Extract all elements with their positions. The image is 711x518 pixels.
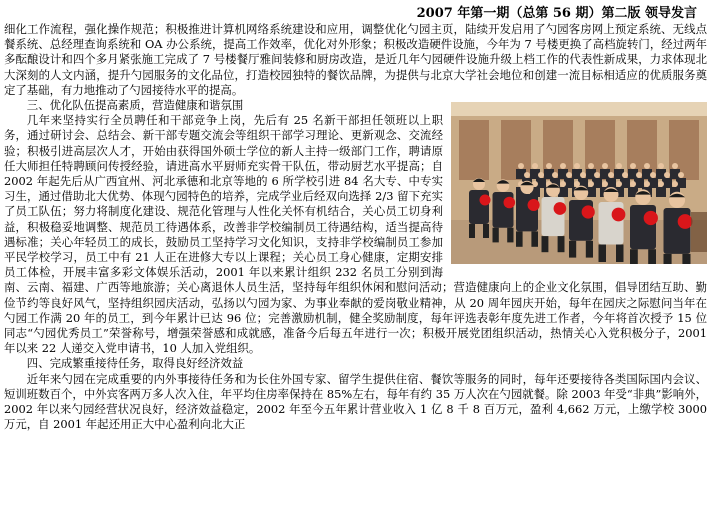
honoree-leg [682,254,690,264]
honoree-leg [483,224,489,238]
red-flower [504,197,516,209]
audience-head [602,181,608,187]
issue-header: 2007 年第一期（总第 56 期）第二版 领导发言 [416,6,697,21]
photo-ceiling [451,102,707,116]
audience-head [658,163,664,169]
audience-head [560,163,566,169]
red-flower [582,205,595,218]
audience-head [672,163,678,169]
audience-head [602,163,608,169]
audience-head [532,163,538,169]
honoree-leg [507,228,513,243]
audience-head [524,172,530,178]
honoree-leg [630,249,638,264]
red-flower [480,195,491,206]
ceremony-photo [451,102,707,264]
audience-head [574,163,580,169]
audience-head [644,181,650,187]
red-flower [644,211,658,225]
audience-head [616,163,622,169]
audience-head [644,163,650,169]
audience-head [566,172,572,178]
audience-head [630,163,636,169]
honoree-leg [569,241,576,258]
audience-head [560,181,566,187]
audience-head [594,172,600,178]
audience-head [588,181,594,187]
red-flower [612,208,626,222]
audience-head [616,181,622,187]
photo-chair [691,212,707,252]
paragraph-team: 几年来坚持实行全员聘任和干部竞争上岗，先后有 25 名新干部担任领班以上职务，通过研讨会、总结会、新干部专题交流会等组织干部学习理论、更新观念、交流经验；积极引进高层次人才，开始由获得国外硕士学位的新人主持一级部门工作，聘请原任大师担任特聘顾问传授经验，请进高水平厨师充实骨干队伍，带动厨艺水平提高；自 2002 年起先后从广西宜州、河北承德和北京等地的 6 所学校引进 84 名大专、中专实习生，通过借助北大优势、体现勺园特色的培养，完成学业后经双向选择 2/3 留下充实了员工队伍；努力将制度化建设、规范化管理与人性化关怀有机结合，关心员工切身利益，积极稳妥地调整、规范员工待遇体系，改善非学校编制员工待遇结构，适当提高待遇标准；关心年轻员工的成长，鼓励员工坚持学习文化知识，支持非学校编制员工参加平民学校学习，员工中有 21 人正在进修大专以上课程；关心员工身心健康，定期安排员工体检，开展丰富多彩文体娱乐活动，2001 年以来累计组织 232 名员工分别到海南、云南、福建、广西等地旅游；关心离退休人员生活，坚持每年组织休闲和慰问活动；营造健康向上的企业文化氛围，倡导团结互助、勤俭节约等良好风气，坚持组织园庆活动，弘扬以勺园为家、为事业奉献的爱岗敬业精神，从 20 周年园庆开始，每年在园庆之际慰问当年在勺园工作满 20 年的员工，到今年累计已达 96 位；完善激励机制，健全奖励制度，每年评选表彰年度先进工作者，今年将首次授予 15 位同志“勺园优秀员工”荣誉称号，增强荣誉感和成就感，准备今后每五年进行一次；积极开展党团组织活动，热情关心入党积极分子，2001 年以来 22 人递交入党申请书，10 人加入党组织。 [4,113,707,356]
honoree-leg [516,231,523,246]
audience-head [608,172,614,178]
article-body [4,22,707,432]
red-flower [528,199,540,211]
red-flower [678,214,693,229]
honoree-leg [586,241,593,258]
audience-head [672,181,678,187]
honoree-leg [599,245,607,263]
audience-head [650,172,656,178]
audience-head [622,172,628,178]
section-heading-4: 四、完成繁重接待任务，取得良好经济效益 [26,356,244,371]
honoree-leg [531,231,538,246]
honoree-leg [664,254,672,264]
audience-head [630,181,636,187]
audience-head [664,172,670,178]
audience-head [588,163,594,169]
audience-head [538,172,544,178]
paragraph-business: 近年来勺园在完成重要的内外事接待任务和为长住外国专家、留学生提供住宿、餐饮等服务的同时，每年还要接待各类国际国内会议、短训班数百个，中外宾客两万多人次入住，年平均住房率保持在 85%左右，每年有约 35 万人次在勺园就餐。除 2003 年受“非典”影响外，2002 年以来勺园经营状况良好，经济效益稳定，2002 年至今五年累计营业收入 1 亿 8 千 8 百万元，盈利 4,662 万元，上缴学校 3000 万元，自 2001 年起还用正大中心盈利向北大正 [4,371,707,432]
honoree-leg [558,236,565,252]
photo-curtain [459,120,489,180]
section-heading-3: 三、优化队伍提高素质，营造健康和谐氛围 [26,98,244,113]
audience-head [636,172,642,178]
paragraph-intro: 细化工作流程，强化操作规范；积极推进计算机网络系统建设和应用，调整优化勺园主页，陆续开发启用了勺园客房网上预定系统、无线点餐系统、总经理查询系统和 OA 办公系统，提高工作效率，优化对外形象；积极改造硬件设施，今年为 7 号楼更换了高档旋转门，经过两年多酝酿设计和四个多月紧张施工完成了 7 号楼餐厅雅间装修和厨房改造，是近几年勺园硬件设施升级上档工作的代表性新成果，力求体现北大深刻的人文内涵，提升勺园服务的文化品位，打造校园独特的餐饮品牌，为提供与北京大学社会地位和创建一流目标相适应的优质服务奠定了基础，有力地推动了勺园接待水平的提高。 [4,22,707,97]
red-flower [554,202,567,215]
audience-head [552,172,558,178]
audience-head [658,181,664,187]
audience-head [518,163,524,169]
honoree-leg [469,224,475,238]
honoree-leg [542,236,549,252]
audience-head [546,163,552,169]
honoree-leg [493,228,499,243]
audience-body [656,187,666,197]
audience-head [580,172,586,178]
audience-head [678,172,684,178]
honoree-leg [616,245,624,263]
honoree-leg [648,249,656,264]
